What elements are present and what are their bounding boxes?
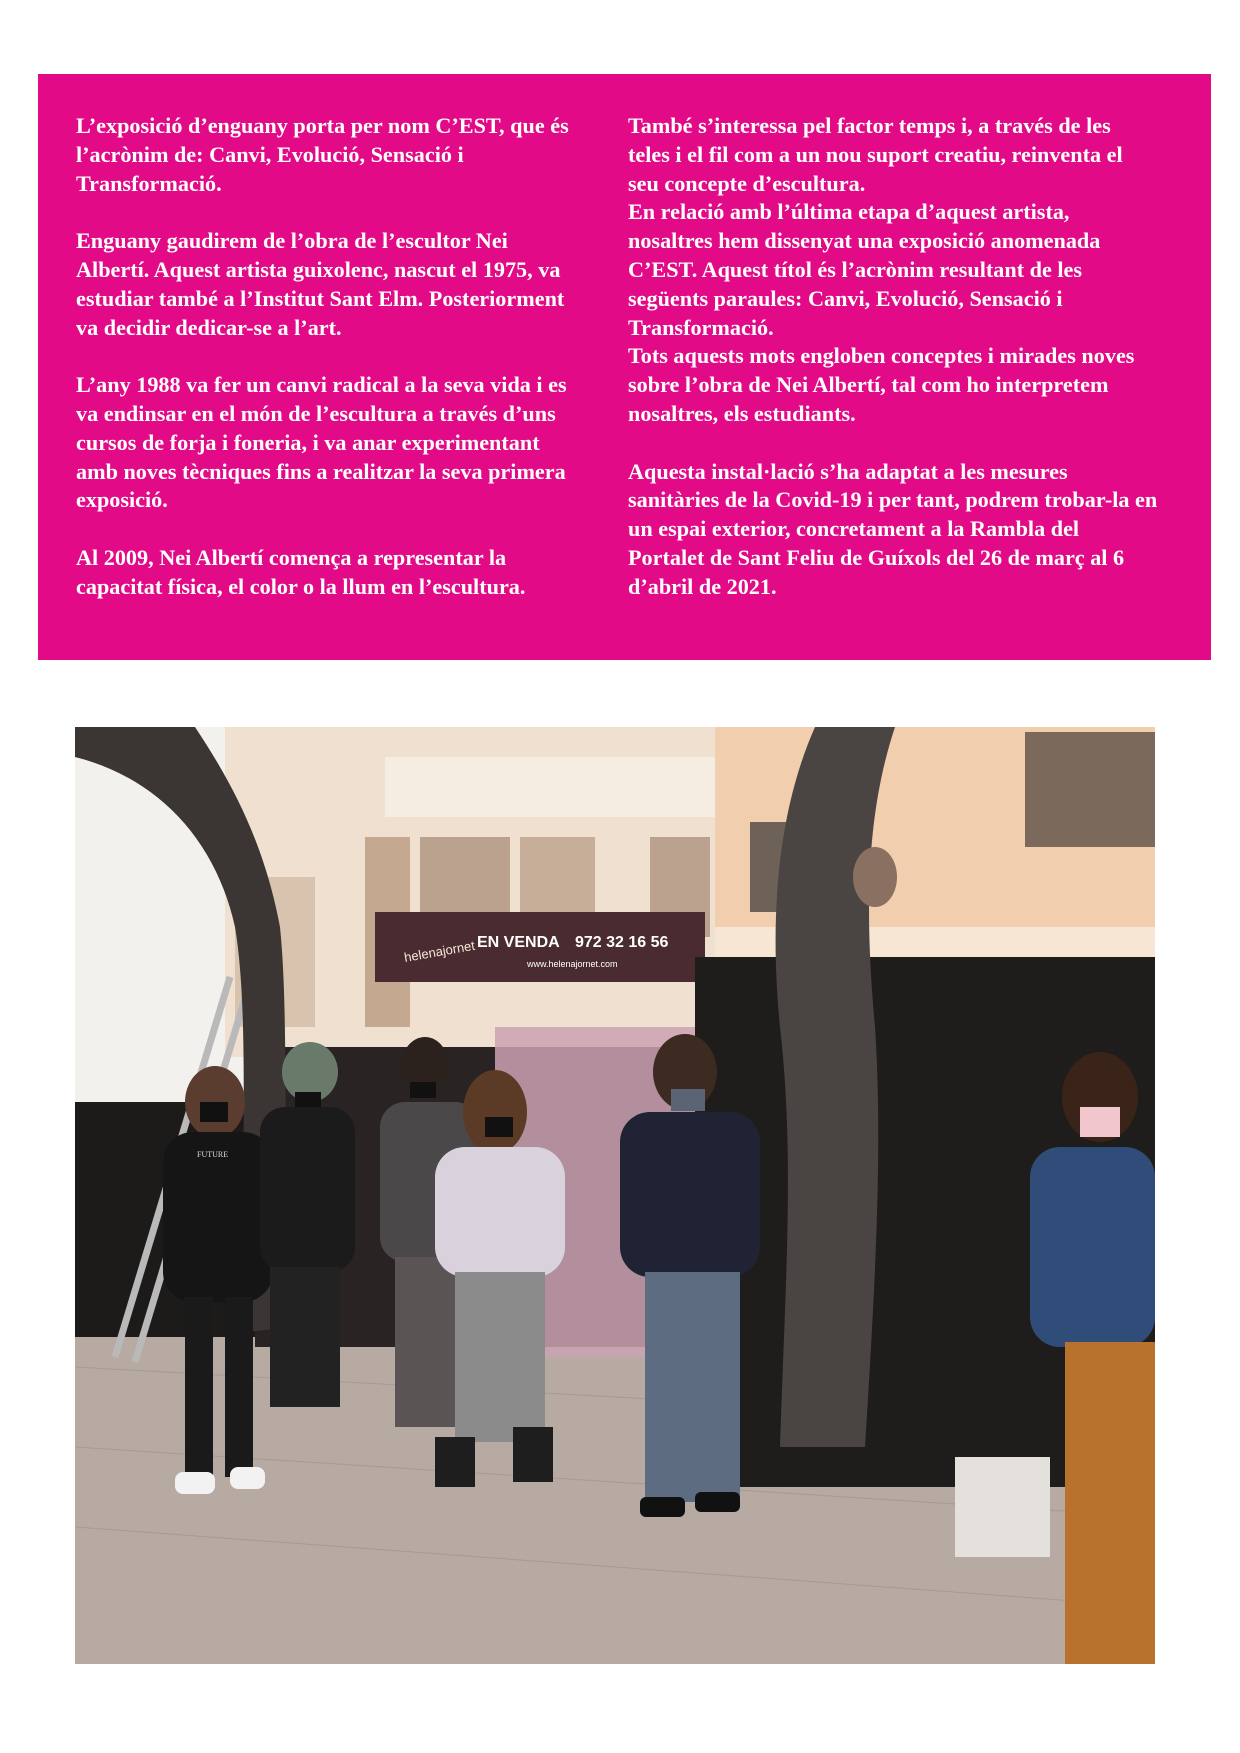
sign-web: www.helenajornet.com <box>527 959 618 969</box>
for-sale-sign <box>375 912 705 982</box>
paragraph-intro: L’exposició d’enguany porta per nom C’EST, que és l’acrònim de: Canvi, Evolució, Sensació i Transformació. <box>76 113 569 196</box>
group-photo <box>75 727 1155 1664</box>
sign-main: EN VENDA <box>477 934 560 951</box>
paragraph-concepts: Tots aquests mots engloben conceptes i mirades noves sobre l’obra de Nei Albertí, tal com ho interpretem nosaltres, els estudiants. <box>628 343 1135 426</box>
right-column <box>628 112 1158 602</box>
text-panel <box>38 74 1211 660</box>
concrete-block <box>955 1457 1050 1557</box>
building-center <box>225 727 745 1057</box>
sign-phone: 972 32 16 56 <box>575 934 669 951</box>
left-column <box>76 112 576 602</box>
paragraph-1988: L’any 1988 va fer un canvi radical a la seva vida i es va endinsar en el món de l’escultura a través d’uns cursos de forja i foneria, i va anar experimentant amb noves tècniques fins a realitzar la seva primera exposició. <box>76 372 567 513</box>
shirt-text: FUTURE <box>197 1150 229 1159</box>
sign-brand: helenajornet <box>402 937 476 965</box>
paragraph-2009: Al 2009, Nei Albertí comença a representar la capacitat física, el color o la llum en l’escultura. <box>76 544 526 599</box>
paragraph-artist: Enguany gaudirem de l’obra de l’escultor Nei Albertí. Aquest artista guixolenc, nascut el 1975, va estudiar també a l’Institut Sant Elm. Posteriorment va decidir dedicar-se a l’art. <box>76 228 565 340</box>
paragraph-time: També s’interessa pel factor temps i, a través de les teles i el fil com a un nou suport creatiu, reinventa el seu concepte d’escultura. <box>628 113 1123 196</box>
paragraph-exhibition: En relació amb l’última etapa d’aquest artista, nosaltres hem dissenyat una exposició anomenada C’EST. Aquest títol és l’acrònim resultant de les següents paraules: Canvi, Evolució, Sensació i Transformació. <box>628 199 1101 340</box>
paragraph-covid: Aquesta instal·lació s’ha adaptat a les mesures sanitàries de la Covid-19 i per tant, podrem trobar-la en un espai exterior, concretament a la Rambla del Portalet de Sant Feliu de Guíxols del 26 de març al 6 d’abril de 2021. <box>628 458 1158 599</box>
